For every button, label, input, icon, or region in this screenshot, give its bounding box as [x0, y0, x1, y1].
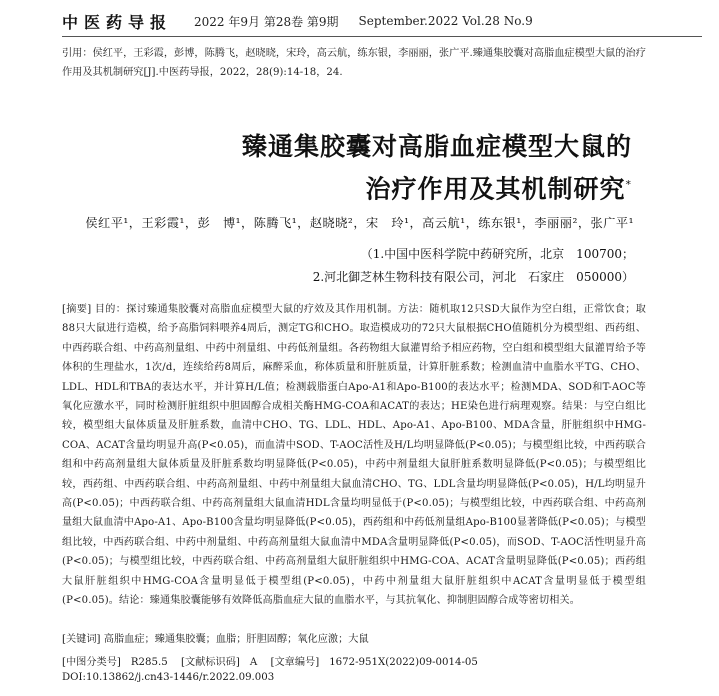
- doi: DOI:10.13862/j.cn43-1446/r.2022.09.003: [62, 672, 275, 683]
- title-line-1: 臻通集胶囊对高脂血症模型大鼠的: [241, 132, 632, 161]
- article-title: [62, 128, 632, 208]
- doc-code-label: [文献标识码]: [180, 657, 240, 668]
- clc-value: R285.5: [130, 657, 168, 668]
- citation: 引用：侯红平，王彩霞，彭博，陈腾飞，赵晓晓，宋玲，高云航，练东银，李丽丽，张广平.臻通集胶囊对高脂血症模型大鼠的治疗作用及其机制研究[J].中医药导报，2022，28(9):14-18，24.: [62, 48, 646, 78]
- classification-line: [62, 653, 662, 668]
- author-list: 侯红平¹，王彩霞¹，彭 博¹，陈腾飞¹，赵晓晓²，宋 玲¹，高云航¹，练东银¹，李丽丽²，张广平¹: [85, 216, 634, 230]
- header-rule: [62, 36, 702, 37]
- article-no-label: [文章编号]: [270, 657, 320, 668]
- abstract-label: [摘要]: [62, 304, 92, 315]
- keywords: [62, 630, 662, 645]
- journal-name: 中医药导报: [62, 12, 173, 32]
- title-line-2: [62, 166, 632, 208]
- keywords-text: 高脂血症；臻通集胶囊；血脂；肝胆固醇；氧化应激；大鼠: [103, 634, 369, 645]
- keywords-label: [关键词]: [62, 634, 101, 645]
- running-header: [62, 8, 702, 34]
- issue-info-en: September.2022 Vol.28 No.9: [358, 14, 533, 28]
- abstract: [62, 300, 646, 611]
- issue-info-cn: 2022 年9月 第28卷 第9期: [194, 14, 339, 29]
- abstract-text: 目的：探讨臻通集胶囊对高脂血症模型大鼠的疗效及其作用机制。方法：随机取12只SD大鼠作为空白组，正常饮食；取88只大鼠进行造模，给予高脂饲料喂养4周后，测定TG和CHO。取造模成功的72只大鼠根据CHO值随机分为模型组、西药组、中西药联合组、中药高剂量组、中药中剂量组、中药低剂量组。各药物组大鼠灌胃给予相应药物，空白组和模型组大鼠灌胃给予等体积的生理盐水，1次/d，连续给药8周后，麻醉采血，称体质量和肝脏质量，计算肝脏系数；检测血清中血脂水平TG、CHO、LDL、HDL和TBA的表达水平，并计算H/L值；检测载脂蛋白Apo-A1和Apo-B100的表达水平；检测MDA、SOD和T-AOC等氧化应激水平，同时检测肝脏组织中胆固醇合成相关酶HMG-COA和ACAT的表达；HE染色进行病理观察。结果：与空白组比较，模型组大鼠体质量及肝脏系数，血清中CHO、TG、LDL、HDL、Apo-A1、Apo-B100、MDA含量，肝脏组织中HMG-COA、ACAT含量均明显升高(P<0.05)，而血清中SOD、T-AOC活性及H/L均明显降低(P<0.05)；与模型组比较，中西药联合组和中药高剂量组大鼠体质量及肝脏系数均明显降低(P<0.05)，中药中剂量组大鼠肝脏系数明显降低(P<0.05)；与模型组比较，西药组、中西药联合组、中药高剂量组、中药中剂量组大鼠血清CHO、TG、LDL含量均明显降低(P<0.05)，H/L均明显升高(P<0.05)；中西药联合组、中药高剂量组大鼠血清HDL含量均明显低于(P<0.05)；与模型组比较，中西药联合组、中药高剂量组大鼠血清中Apo-A1、Apo-B100含量均明显降低(P<0.05)，西药组和中药低剂量组Apo-B100显著降低(P<0.05)；与模型组比较，中西药联合组、中药中剂量组、中药高剂量组大鼠血清中MDA含量明显降低(P<0.05)，而SOD、T-AOC活性明显升高(P<0.05)；与模型组比较，中西药联合组、中药高剂量组大鼠肝脏组织中HMG-COA、ACAT含量明显降低(P<0.05)；西药组大鼠肝脏组织中HMG-COA含量明显低于模型组(P<0.05)，中药中剂量组大鼠肝脏组织中ACAT含量明显低于模型组(P<0.05)。结论：臻通集胶囊能够有效降低高脂血症大鼠的血脂水平，与其抗氧化、抑制胆固醇合成等密切相关。: [62, 304, 646, 607]
- affiliation-2: 2.河北御芝林生物科技有限公司，河北 石家庄 050000）: [312, 270, 634, 284]
- title-line-2-text: 治疗作用及其机制研究: [365, 174, 626, 204]
- affiliation-1: （1.中国中医科学院中药研究所，北京 100700；: [360, 247, 634, 261]
- title-footnote-mark: *: [625, 178, 632, 191]
- clc-label: [中图分类号]: [62, 657, 121, 668]
- doc-code-value: A: [249, 657, 258, 668]
- article-no-value: 1672-951X(2022)09-0014-05: [329, 657, 478, 668]
